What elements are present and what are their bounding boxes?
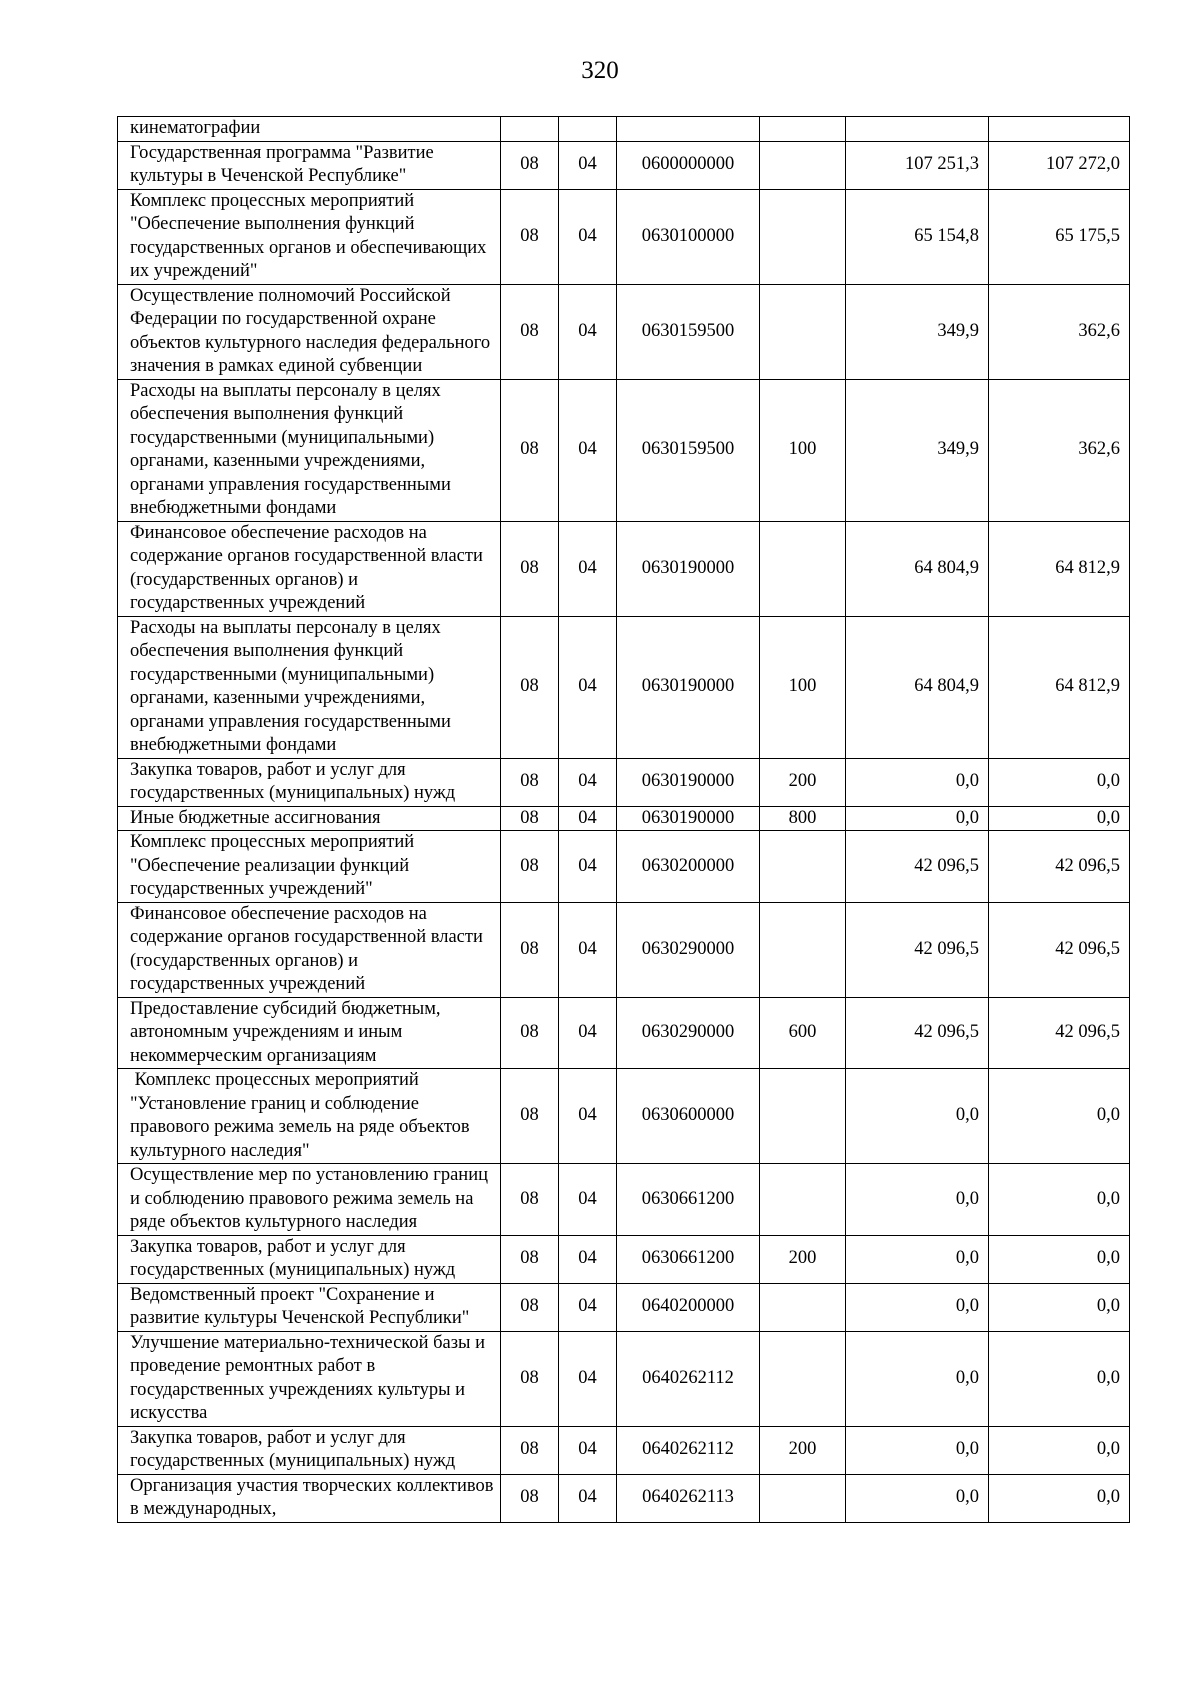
amount-year-1-cell: 0,0 <box>846 1283 989 1331</box>
amount-year-1-cell: 0,0 <box>846 758 989 806</box>
table-row <box>118 1474 1130 1522</box>
section-code-cell: 08 <box>501 1283 559 1331</box>
target-article-cell: 0630190000 <box>617 616 760 758</box>
section-code-cell: 08 <box>501 141 559 189</box>
expense-type-cell: 100 <box>760 616 846 758</box>
subsection-code-cell: 04 <box>559 189 617 284</box>
section-code-cell: 08 <box>501 997 559 1069</box>
amount-year-2-cell: 0,0 <box>989 1069 1130 1164</box>
table-row <box>118 806 1130 831</box>
expense-type-cell <box>760 284 846 379</box>
subsection-code-cell: 04 <box>559 284 617 379</box>
table-row <box>118 902 1130 997</box>
row-name-cell: Расходы на выплаты персоналу в целях обеспечения выполнения функций государственными (муниципальными) органами, казенными учреждениями, органами управления государственными внебюджетными фондами <box>118 616 501 758</box>
row-name-cell: Закупка товаров, работ и услуг для государственных (муниципальных) нужд <box>118 1235 501 1283</box>
expense-type-cell <box>760 1069 846 1164</box>
amount-year-1-cell: 349,9 <box>846 379 989 521</box>
section-code-cell: 08 <box>501 1331 559 1426</box>
section-code-cell: 08 <box>501 616 559 758</box>
section-code-cell: 08 <box>501 1164 559 1236</box>
amount-year-1-cell <box>846 117 989 142</box>
subsection-code-cell: 04 <box>559 1426 617 1474</box>
row-name-cell: Осуществление мер по установлению границ и соблюдению правового режима земель на ряде объектов культурного наследия <box>118 1164 501 1236</box>
amount-year-1-cell: 42 096,5 <box>846 997 989 1069</box>
subsection-code-cell: 04 <box>559 1069 617 1164</box>
target-article-cell: 0630661200 <box>617 1235 760 1283</box>
subsection-code-cell: 04 <box>559 379 617 521</box>
row-name-cell: Ведомственный проект "Сохранение и развитие культуры Чеченской Республики" <box>118 1283 501 1331</box>
table-row <box>118 1069 1130 1164</box>
row-name-cell: Комплекс процессных мероприятий "Установление границ и соблюдение правового режима земель на ряде объектов культурного наследия" <box>118 1069 501 1164</box>
table-row <box>118 758 1130 806</box>
amount-year-2-cell: 42 096,5 <box>989 997 1130 1069</box>
amount-year-1-cell: 42 096,5 <box>846 831 989 903</box>
amount-year-1-cell: 0,0 <box>846 1069 989 1164</box>
budget-table <box>117 116 1130 1523</box>
expense-type-cell <box>760 141 846 189</box>
amount-year-1-cell: 42 096,5 <box>846 902 989 997</box>
target-article-cell: 0630159500 <box>617 284 760 379</box>
table-body <box>118 117 1130 1523</box>
subsection-code-cell: 04 <box>559 902 617 997</box>
expense-type-cell <box>760 189 846 284</box>
row-name-cell: Улучшение материально-технической базы и проведение ремонтных работ в государственных учреждениях культуры и искусства <box>118 1331 501 1426</box>
expense-type-cell <box>760 117 846 142</box>
row-name-cell: кинематографии <box>118 117 501 142</box>
section-code-cell: 08 <box>501 284 559 379</box>
expense-type-cell: 100 <box>760 379 846 521</box>
table-row <box>118 141 1130 189</box>
subsection-code-cell: 04 <box>559 1235 617 1283</box>
amount-year-1-cell: 0,0 <box>846 806 989 831</box>
amount-year-2-cell: 0,0 <box>989 1474 1130 1522</box>
subsection-code-cell: 04 <box>559 1331 617 1426</box>
row-name-cell: Комплекс процессных мероприятий "Обеспечение реализации функций государственных учреждений" <box>118 831 501 903</box>
amount-year-2-cell: 0,0 <box>989 1235 1130 1283</box>
amount-year-1-cell: 0,0 <box>846 1164 989 1236</box>
section-code-cell: 08 <box>501 1474 559 1522</box>
expense-type-cell <box>760 1331 846 1426</box>
amount-year-2-cell: 0,0 <box>989 806 1130 831</box>
table-row <box>118 1426 1130 1474</box>
table-row <box>118 1164 1130 1236</box>
section-code-cell: 08 <box>501 806 559 831</box>
amount-year-2-cell: 64 812,9 <box>989 616 1130 758</box>
section-code-cell: 08 <box>501 758 559 806</box>
page-number: 320 <box>581 57 619 84</box>
amount-year-1-cell: 349,9 <box>846 284 989 379</box>
amount-year-1-cell: 0,0 <box>846 1426 989 1474</box>
section-code-cell: 08 <box>501 1235 559 1283</box>
subsection-code-cell: 04 <box>559 1474 617 1522</box>
expense-type-cell: 200 <box>760 1426 846 1474</box>
amount-year-2-cell: 0,0 <box>989 758 1130 806</box>
subsection-code-cell: 04 <box>559 831 617 903</box>
table-row <box>118 997 1130 1069</box>
expense-type-cell <box>760 902 846 997</box>
amount-year-1-cell: 65 154,8 <box>846 189 989 284</box>
amount-year-2-cell: 65 175,5 <box>989 189 1130 284</box>
target-article-cell <box>617 117 760 142</box>
amount-year-1-cell: 0,0 <box>846 1235 989 1283</box>
expense-type-cell <box>760 1474 846 1522</box>
row-name-cell: Закупка товаров, работ и услуг для государственных (муниципальных) нужд <box>118 758 501 806</box>
subsection-code-cell: 04 <box>559 616 617 758</box>
target-article-cell: 0630200000 <box>617 831 760 903</box>
subsection-code-cell: 04 <box>559 1283 617 1331</box>
row-name-cell: Финансовое обеспечение расходов на содержание органов государственной власти (государственных органов) и государственных учреждений <box>118 902 501 997</box>
amount-year-1-cell: 64 804,9 <box>846 616 989 758</box>
target-article-cell: 0630600000 <box>617 1069 760 1164</box>
row-name-cell: Государственная программа "Развитие культуры в Чеченской Республике" <box>118 141 501 189</box>
subsection-code-cell: 04 <box>559 1164 617 1236</box>
section-code-cell: 08 <box>501 831 559 903</box>
amount-year-2-cell: 362,6 <box>989 379 1130 521</box>
table-row <box>118 1331 1130 1426</box>
row-name-cell: Комплекс процессных мероприятий "Обеспечение выполнения функций государственных органов и обеспечивающих их учреждений" <box>118 189 501 284</box>
section-code-cell <box>501 117 559 142</box>
amount-year-1-cell: 0,0 <box>846 1331 989 1426</box>
table-row <box>118 1235 1130 1283</box>
amount-year-1-cell: 64 804,9 <box>846 521 989 616</box>
subsection-code-cell <box>559 117 617 142</box>
amount-year-2-cell: 107 272,0 <box>989 141 1130 189</box>
table-row <box>118 284 1130 379</box>
row-name-cell: Осуществление полномочий Российской Федерации по государственной охране объектов культурного наследия федерального значения в рамках единой субвенции <box>118 284 501 379</box>
subsection-code-cell: 04 <box>559 806 617 831</box>
amount-year-2-cell: 42 096,5 <box>989 831 1130 903</box>
amount-year-2-cell: 0,0 <box>989 1164 1130 1236</box>
table-row <box>118 616 1130 758</box>
amount-year-2-cell: 42 096,5 <box>989 902 1130 997</box>
amount-year-2-cell: 0,0 <box>989 1331 1130 1426</box>
row-name-cell: Организация участия творческих коллективов в международных, <box>118 1474 501 1522</box>
target-article-cell: 0600000000 <box>617 141 760 189</box>
target-article-cell: 0630661200 <box>617 1164 760 1236</box>
target-article-cell: 0630290000 <box>617 997 760 1069</box>
expense-type-cell: 800 <box>760 806 846 831</box>
table-row <box>118 189 1130 284</box>
expense-type-cell: 200 <box>760 758 846 806</box>
target-article-cell: 0630190000 <box>617 521 760 616</box>
target-article-cell: 0630159500 <box>617 379 760 521</box>
amount-year-1-cell: 0,0 <box>846 1474 989 1522</box>
section-code-cell: 08 <box>501 379 559 521</box>
amount-year-2-cell <box>989 117 1130 142</box>
target-article-cell: 0630190000 <box>617 806 760 831</box>
section-code-cell: 08 <box>501 189 559 284</box>
row-name-cell: Расходы на выплаты персоналу в целях обеспечения выполнения функций государственными (муниципальными) органами, казенными учреждениями, органами управления государственными внебюджетными фондами <box>118 379 501 521</box>
table-row <box>118 521 1130 616</box>
table-row <box>118 1283 1130 1331</box>
subsection-code-cell: 04 <box>559 997 617 1069</box>
row-name-cell: Иные бюджетные ассигнования <box>118 806 501 831</box>
target-article-cell: 0640200000 <box>617 1283 760 1331</box>
section-code-cell: 08 <box>501 1069 559 1164</box>
table-row <box>118 831 1130 903</box>
section-code-cell: 08 <box>501 902 559 997</box>
expense-type-cell <box>760 831 846 903</box>
target-article-cell: 0640262113 <box>617 1474 760 1522</box>
subsection-code-cell: 04 <box>559 521 617 616</box>
amount-year-2-cell: 0,0 <box>989 1426 1130 1474</box>
section-code-cell: 08 <box>501 1426 559 1474</box>
subsection-code-cell: 04 <box>559 141 617 189</box>
table-row <box>118 379 1130 521</box>
table-row <box>118 117 1130 142</box>
row-name-cell: Финансовое обеспечение расходов на содержание органов государственной власти (государственных органов) и государственных учреждений <box>118 521 501 616</box>
target-article-cell: 0640262112 <box>617 1331 760 1426</box>
amount-year-2-cell: 64 812,9 <box>989 521 1130 616</box>
row-name-cell: Предоставление субсидий бюджетным, автономным учреждениям и иным некоммерческим организациям <box>118 997 501 1069</box>
section-code-cell: 08 <box>501 521 559 616</box>
subsection-code-cell: 04 <box>559 758 617 806</box>
row-name-cell: Закупка товаров, работ и услуг для государственных (муниципальных) нужд <box>118 1426 501 1474</box>
amount-year-1-cell: 107 251,3 <box>846 141 989 189</box>
amount-year-2-cell: 362,6 <box>989 284 1130 379</box>
expense-type-cell <box>760 521 846 616</box>
amount-year-2-cell: 0,0 <box>989 1283 1130 1331</box>
target-article-cell: 0640262112 <box>617 1426 760 1474</box>
target-article-cell: 0630290000 <box>617 902 760 997</box>
target-article-cell: 0630190000 <box>617 758 760 806</box>
expense-type-cell <box>760 1164 846 1236</box>
expense-type-cell: 600 <box>760 997 846 1069</box>
expense-type-cell <box>760 1283 846 1331</box>
expense-type-cell: 200 <box>760 1235 846 1283</box>
target-article-cell: 0630100000 <box>617 189 760 284</box>
